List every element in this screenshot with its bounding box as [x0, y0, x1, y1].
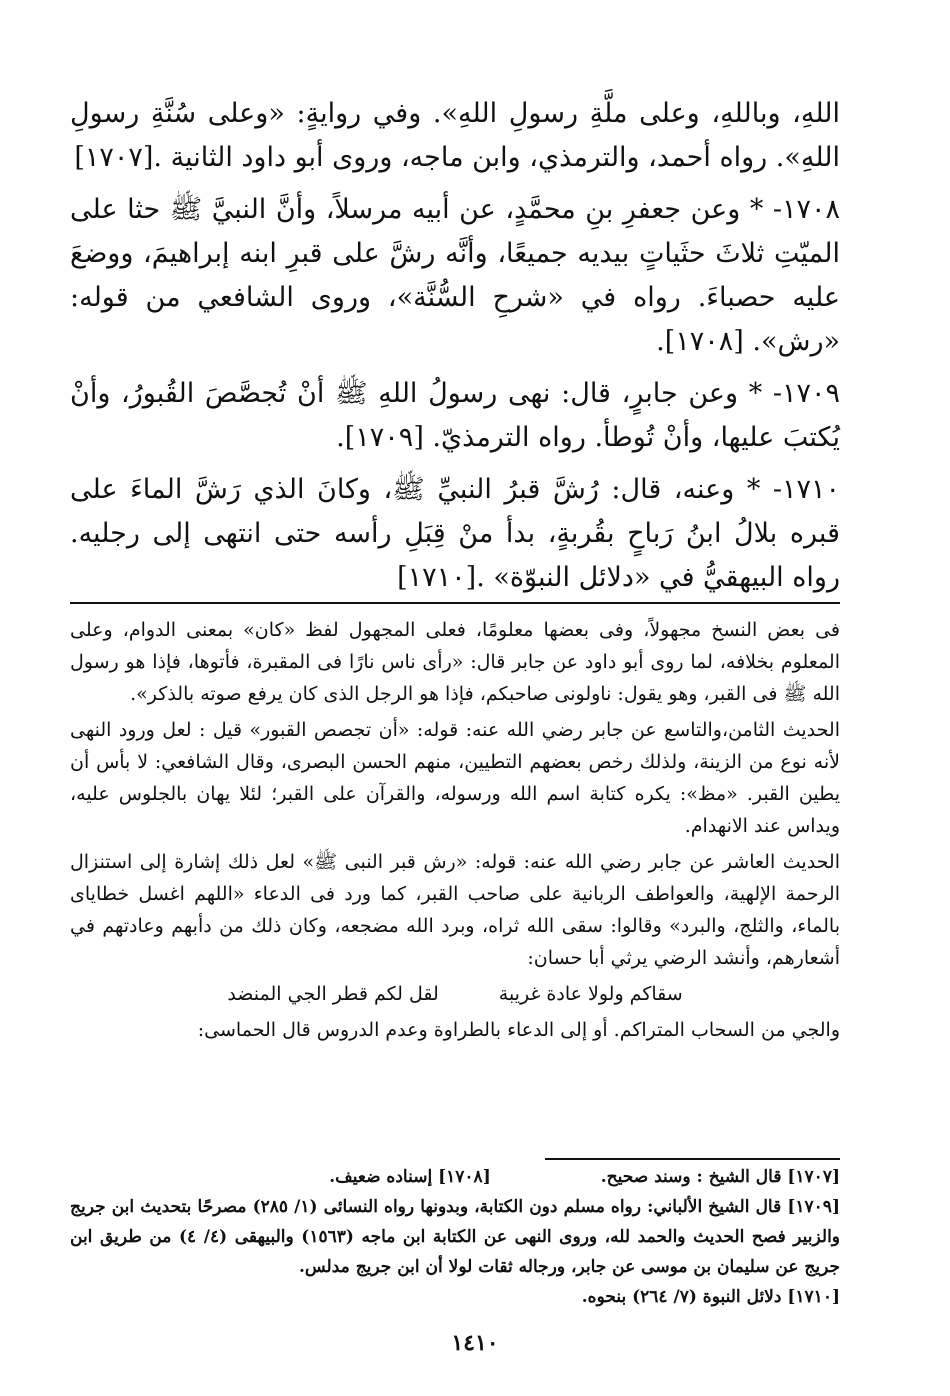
hadith-paragraph: ١٧٠٩- * وعن جابرٍ، قال: نهى رسولُ اللهِ ﷺ أنْ تُجصَّصَ القُبورُ، وأنْ يُكتبَ عليها، وأنْ تُوطأ. رواه الترمذيّ. [١٧٠٩].: [70, 378, 840, 453]
commentary-divider: [70, 602, 840, 604]
commentary-paragraph: الحديث الثامن،والتاسع عن جابر رضي الله عنه: قوله: «أن تجصص القبور» قيل : لعل ورود النهى لأنه نوع من الزينة، ولذلك رخص بعضهم التطيين، منهم الحسن البصرى، وقال الشافعي: لا بأس أن يطين القبر. «مظ»: يكره كتابة اسم الله ورسوله، والقرآن على القبر؛ لئلا يهان بالجلوس عليه، ويداس عند الانهدام.: [70, 719, 840, 837]
hadith-paragraph: ١٧١٠- * وعنه، قال: رُشَّ قبرُ النبيِّ ﷺ، وكانَ الذي رَشَّ الماءَ على قبره بلالُ ابنُ رَباحٍ بقُربةٍ، بدأ منْ قِبَلِ رأسه حتى انتهى إلى رجليه. رواه البيهقيُّ في «دلائل النبوّة» .[١٧١٠]: [70, 474, 840, 593]
footnote-1707: [١٧٠٧] قال الشيخ : وسند صحيح.: [600, 1167, 840, 1187]
commentary-paragraph: الحديث العاشر عن جابر رضي الله عنه: قوله: «رش قبر النبى ﷺ» لعل ذلك إشارة إلى استنزال الرحمة الإلهية، والعواطف الربانية على صاحب القبر، كما ورد فى الدعاء «اللهم اغسل خطاياى بالماء، والثلج، والبرد» وقالوا: سقى الله ثراه، وبرد الله مضجعه، وكان ذلك من دأبهم وعادتهم في أشعارهم، وأنشد الرضي يرثي أبا حسان:: [70, 851, 840, 969]
poem-hemistich: سقاكم ولولا عادة غريبة: [498, 983, 683, 1005]
footnote-1708: [١٧٠٨] إسناده ضعيف.: [329, 1167, 491, 1187]
hadith-paragraph: اللهِ، وباللهِ، وعلى ملَّةِ رسولِ اللهِ». وفي روايةٍ: «وعلى سُنَّةِ رسولِ اللهِ». رواه أحمد، والترمذي، وابن ماجه، وروى أبو داود الثانية .[١٧٠٧]: [70, 98, 840, 173]
footnotes-section: [70, 1162, 840, 1312]
hadith-text: [70, 92, 840, 600]
page-number: ١٤١٠: [451, 1330, 499, 1356]
footnote-divider: [545, 1158, 840, 1160]
commentary-paragraph: فى بعض النسخ مجهولاً، وفى بعضها معلومًا، فعلى المجهول لفظ «كان» بمعنى الدوام، وعلى المعلوم بخلافه، لما روى أبو داود عن جابر قال: «رأى ناس نارًا فى المقبرة، فأتوها، فإذا هو رسول الله ﷺ فى القبر، وهو يقول: ناولونى صاحبكم، فإذا هو الرجل الذى كان يرفع صوته بالذكر».: [70, 619, 840, 705]
footnote-1710: [١٧١٠] دلائل النبوة (٧/ ٢٦٤) بنحوه.: [581, 1287, 840, 1307]
hadith-paragraph: ١٧٠٨- * وعن جعفرِ بنِ محمَّدٍ، عن أبيه مرسلاً، وأنَّ النبيَّ ﷺ حثا على الميّتِ ثلاثَ حثَياتٍ بيديه جميعًا، وأنَّه رشَّ على قبرِ ابنه إبراهيمَ، ووضعَ عليه حصباءَ. رواه في «شرحِ السُّنَّة»، وروى الشافعي من قوله: «رش». [١٧٠٨].: [70, 194, 840, 357]
page-body: [70, 92, 840, 608]
footnote-row: [70, 1162, 840, 1192]
commentary-paragraph: والجي من السحاب المتراكم. أو إلى الدعاء بالطراوة وعدم الدروس قال الحماسى:: [197, 1019, 840, 1041]
commentary-section: [70, 614, 840, 1050]
footnotes: [70, 1162, 840, 1312]
poem-verse: [70, 978, 840, 1010]
poem-hemistich: لقل لكم قطر الجي المنضد: [227, 983, 439, 1005]
commentary-text: [70, 614, 840, 1046]
footnote-1709: [١٧٠٩] قال الشيخ الألباني: رواه مسلم دون الكتابة، وبدونها رواه النسائى (١/ ٢٨٥) مصرحًا بتحديث ابن جريج والزبير فصح الحديث والحمد لله، وروى النهى عن الكتابة ابن ماجه (١٥٦٣) والبيهقى (٤/ ٤) من طريق ابن جريج عن سليمان بن موسى عن جابر، ورجاله ثقات لولا أن ابن جريج مدلس.: [70, 1197, 841, 1277]
